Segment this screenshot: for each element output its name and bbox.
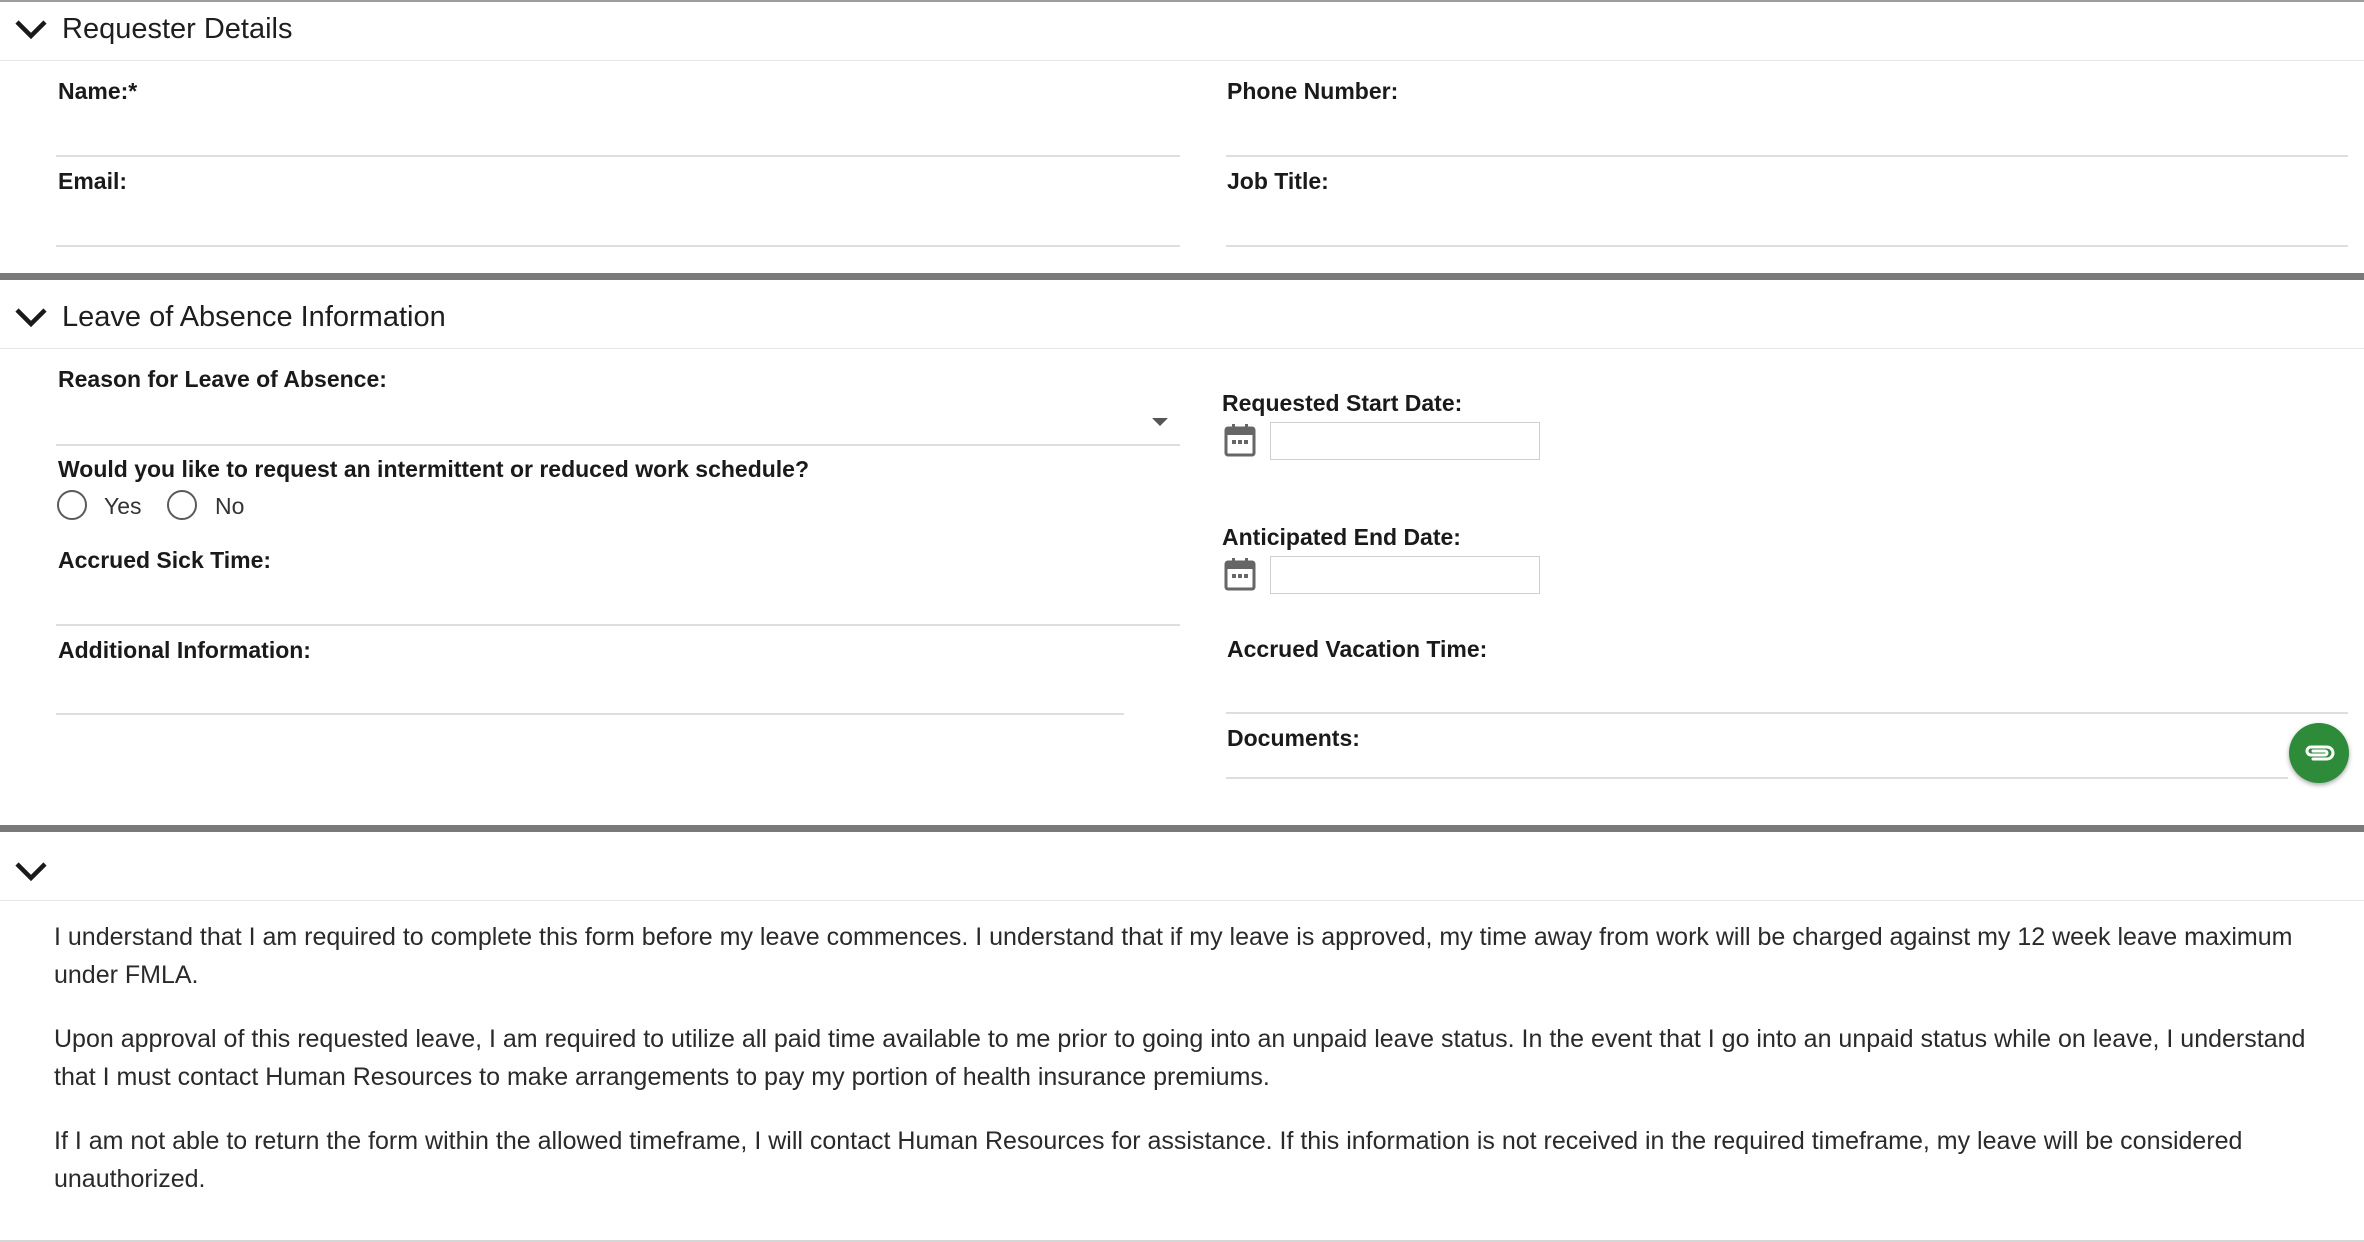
email-field[interactable]: [56, 210, 1180, 244]
reason-label: Reason for Leave of Absence:: [58, 366, 387, 392]
paperclip-icon: [2303, 740, 2335, 766]
email-underline: [56, 245, 1180, 247]
chevron-down-icon[interactable]: [14, 859, 48, 883]
name-field[interactable]: [56, 120, 1180, 154]
reason-select[interactable]: [56, 406, 1180, 440]
job-title-underline: [1226, 245, 2348, 247]
phone-field[interactable]: [1226, 120, 2348, 154]
schedule-no-label[interactable]: No: [215, 493, 245, 519]
documents-underline: [1226, 777, 2288, 779]
vacation-time-label: Accrued Vacation Time:: [1227, 636, 1488, 662]
schedule-yes-label[interactable]: Yes: [104, 493, 142, 519]
start-date-label: Requested Start Date:: [1222, 390, 1463, 416]
leave-section-header[interactable]: [0, 288, 2364, 349]
section-divider: [0, 825, 2364, 832]
reason-underline: [56, 444, 1180, 446]
attach-document-button[interactable]: [2289, 723, 2349, 783]
phone-label: Phone Number:: [1227, 78, 1399, 104]
name-underline: [56, 155, 1180, 157]
leave-section-title: Leave of Absence Information: [62, 301, 446, 333]
calendar-icon[interactable]: [1224, 557, 1256, 591]
calendar-icon[interactable]: [1224, 423, 1256, 457]
schedule-no-radio[interactable]: [167, 490, 197, 520]
schedule-yes-radio[interactable]: [57, 490, 87, 520]
sick-time-field[interactable]: [56, 590, 1180, 624]
additional-info-label: Additional Information:: [58, 637, 311, 663]
acknowledgement-paragraph: I understand that I am required to complete this form before my leave commences. I understand that if my leave is approved, my time away from work will be charged against my 12 week leave maximum under FMLA.: [54, 923, 2293, 989]
acknowledgement-section-header[interactable]: [0, 840, 2364, 901]
documents-label: Documents:: [1227, 725, 1360, 751]
end-date-label: Anticipated End Date:: [1222, 524, 1461, 550]
name-label: Name:*: [58, 78, 138, 104]
additional-info-underline: [56, 713, 1124, 715]
acknowledgement-paragraph: If I am not able to return the form within the allowed timeframe, I will contact Human Resources for assistance. If this information is not received in the required timeframe, my leave will be considered unauthorized.: [54, 1127, 2243, 1193]
job-title-field[interactable]: [1226, 210, 2348, 244]
chevron-down-icon[interactable]: [14, 17, 48, 41]
chevron-down-icon[interactable]: [14, 305, 48, 329]
caret-down-icon[interactable]: [1152, 418, 1168, 426]
end-date-input[interactable]: [1270, 556, 1540, 594]
additional-info-field[interactable]: [56, 678, 1124, 712]
requester-section-title: Requester Details: [62, 13, 293, 45]
email-label: Email:: [58, 168, 128, 194]
acknowledgement-paragraph: Upon approval of this requested leave, I am required to utilize all paid time available to me prior to going into an unpaid leave status. In the event that I go into an unpaid status while on leave, I understand that I must contact Human Resources to make arrangements to pay my portion of health insurance premiums.: [54, 1025, 2306, 1091]
vacation-time-underline: [1226, 712, 2348, 714]
vacation-time-field[interactable]: [1226, 677, 2348, 711]
section-divider: [0, 273, 2364, 280]
job-title-label: Job Title:: [1227, 168, 1329, 194]
requester-section-header[interactable]: [0, 0, 2364, 61]
schedule-question: Would you like to request an intermittent or reduced work schedule?: [58, 456, 810, 482]
phone-underline: [1226, 155, 2348, 157]
start-date-input[interactable]: [1270, 422, 1540, 460]
sick-time-underline: [56, 624, 1180, 626]
sick-time-label: Accrued Sick Time:: [58, 547, 272, 573]
